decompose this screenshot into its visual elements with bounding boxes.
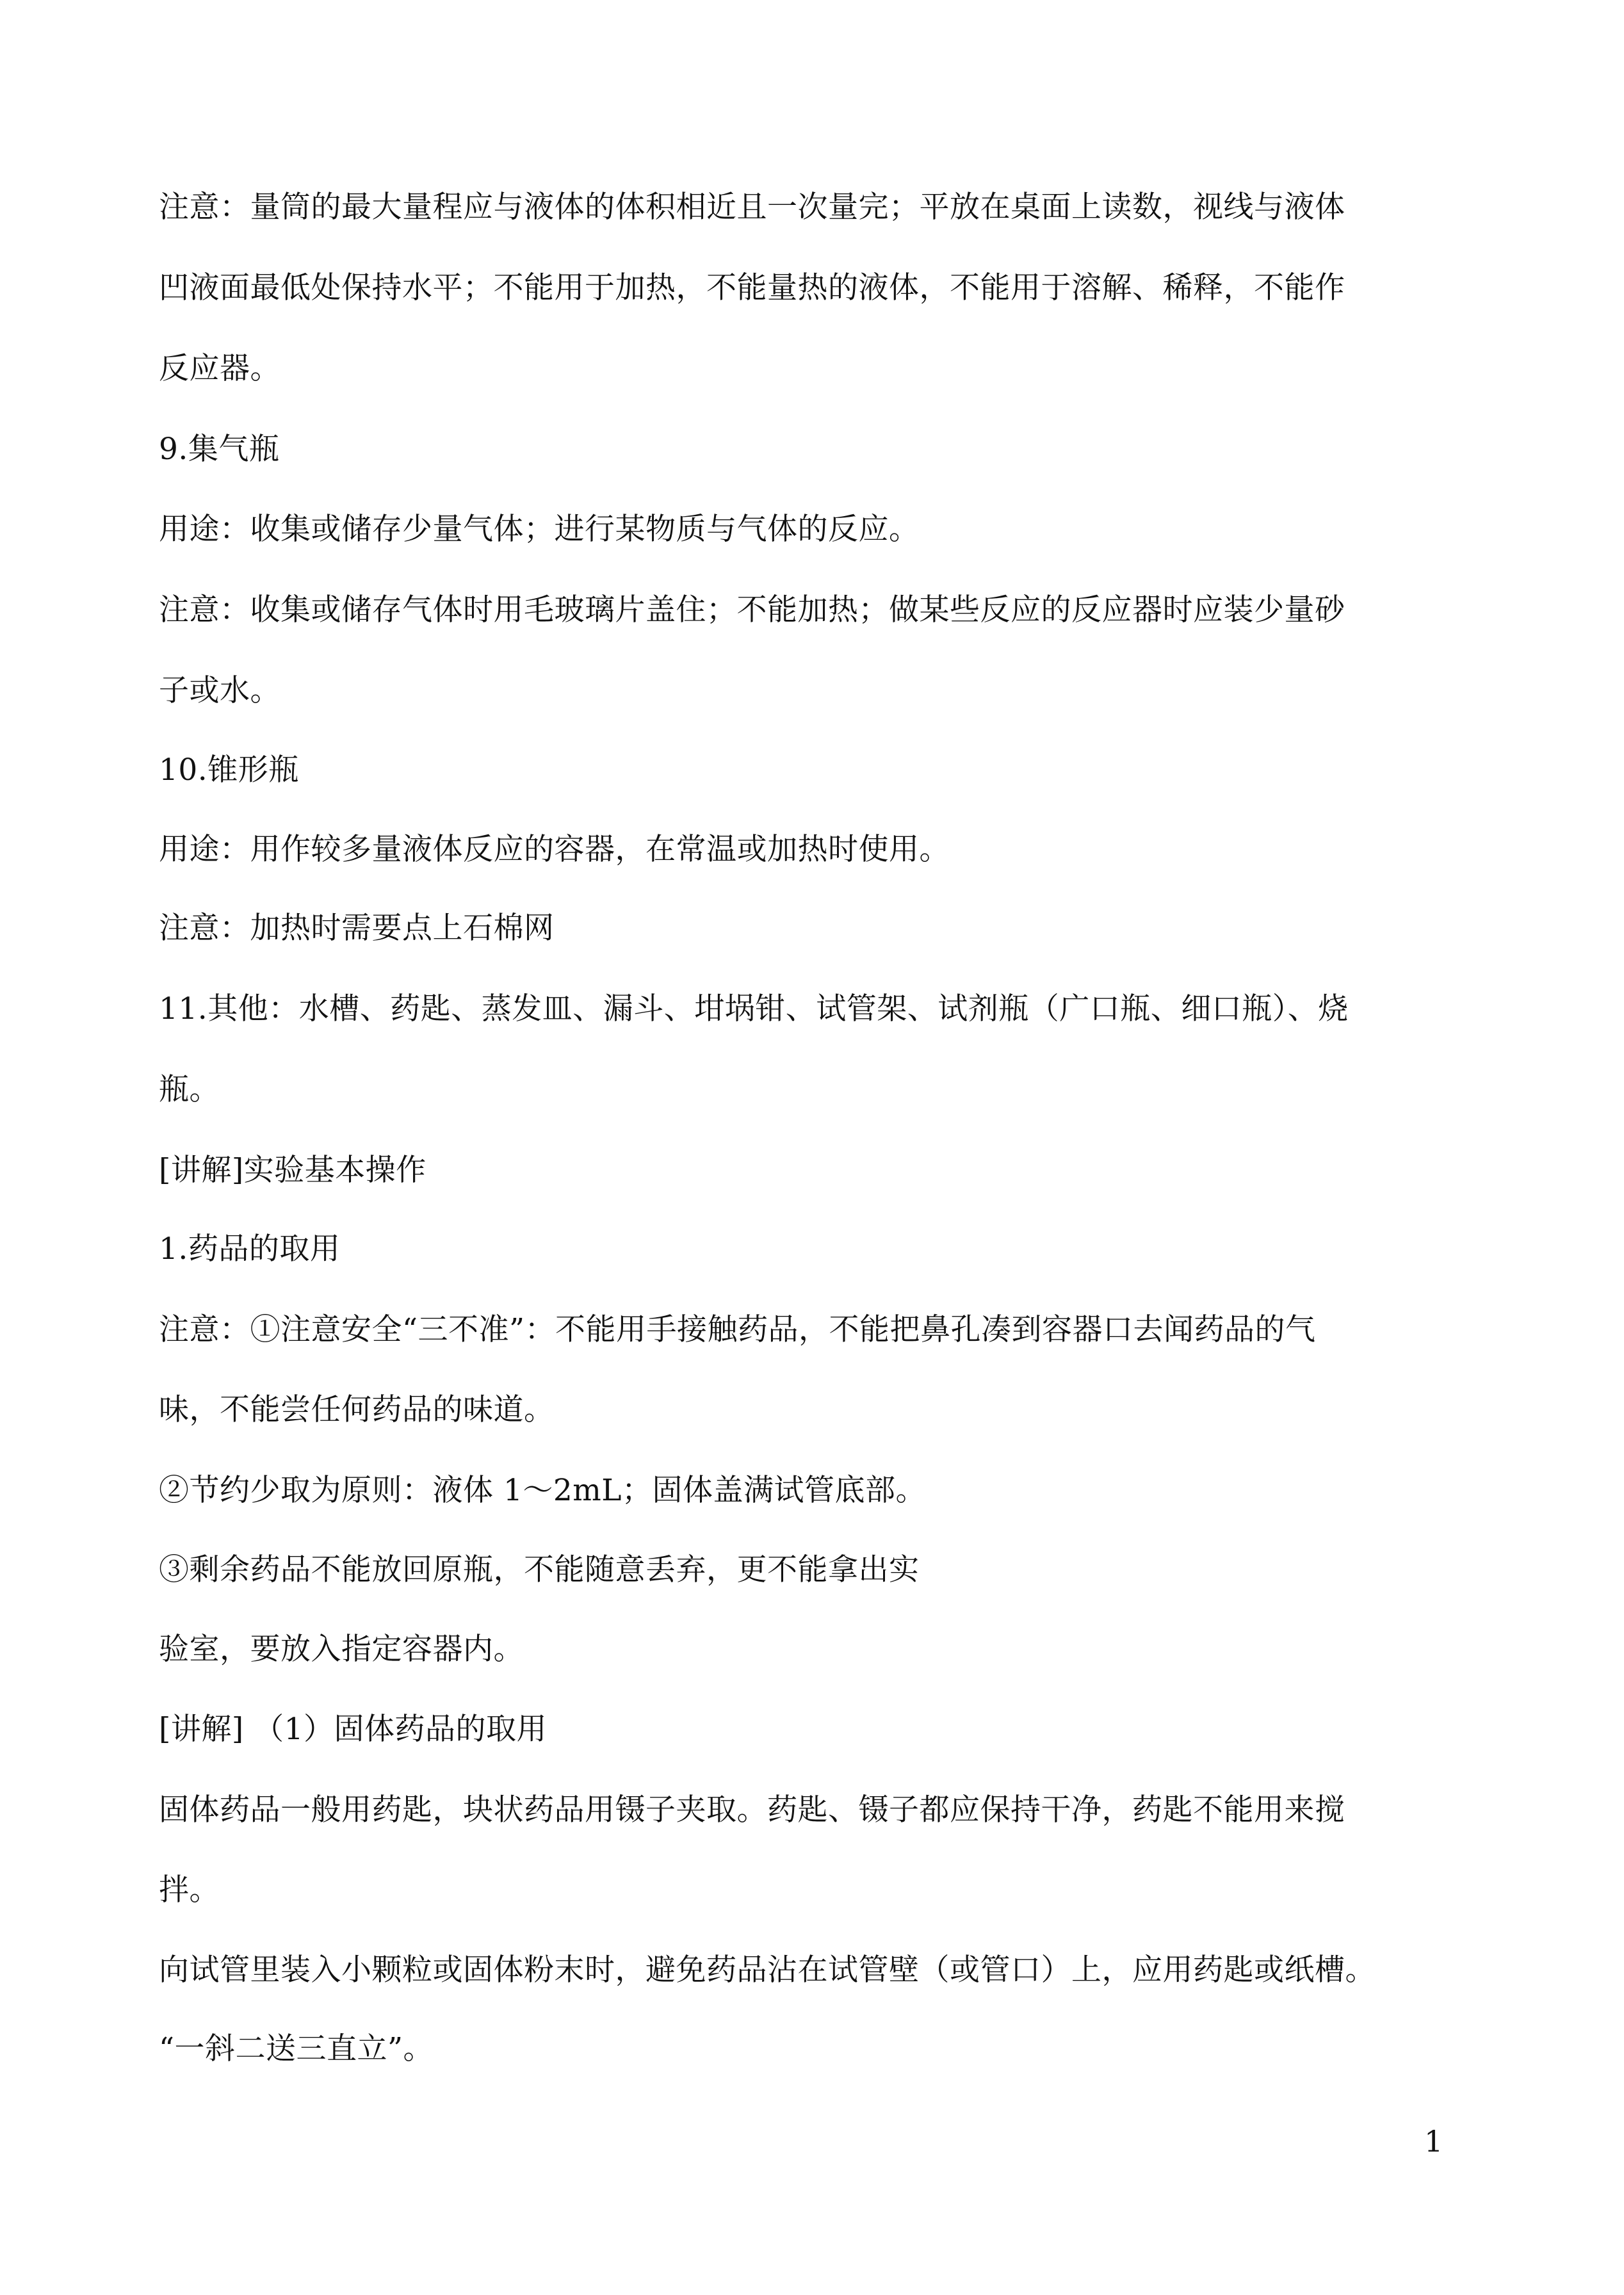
text-line: 向试管里装入小颗粒或固体粉末时，避免药品沾在试管壁（或管口）上，应用药匙或纸槽。 <box>159 1952 1376 1988</box>
text-line: 用途：用作较多量液体反应的容器，在常温或加热时使用。 <box>159 832 950 867</box>
text-line: 用途：收集或储存少量气体；进行某物质与气体的反应。 <box>159 512 920 547</box>
section-heading: [讲解]实验基本操作 <box>159 1153 426 1188</box>
text-line: 味，不能尝任何药品的味道。 <box>159 1392 555 1427</box>
text-line: “一斜二送三直立”。 <box>159 2031 434 2066</box>
text-line: 验室，要放入指定容器内。 <box>159 1632 524 1667</box>
text-line: 注意：收集或储存气体时用毛玻璃片盖住；不能加热；做某些反应的反应器时应装少量砂 <box>159 592 1345 628</box>
text-line: 注意：加热时需要点上石棉网 <box>159 911 555 946</box>
text-line: 注意：①注意安全“三不准”：不能用手接触药品，不能把鼻孔凑到容器口去闻药品的气 <box>159 1312 1316 1347</box>
text-line: 凹液面最低处保持水平；不能用于加热，不能量热的液体，不能用于溶解、稀释，不能作 <box>159 270 1345 305</box>
text-line: ②节约少取为原则：液体 1～2mL；固体盖满试管底部。 <box>159 1473 927 1508</box>
text-line: 固体药品一般用药匙，块状药品用镊子夹取。药匙、镊子都应保持干净，药匙不能用来搅 <box>159 1792 1345 1828</box>
text-line: 子或水。 <box>159 673 280 708</box>
section-heading: [讲解] （1）固体药品的取用 <box>159 1712 548 1747</box>
page-number: 1 <box>1424 2124 1443 2159</box>
section-heading: 9.集气瓶 <box>159 432 280 467</box>
text-line: 反应器。 <box>159 351 280 386</box>
text-line: ③剩余药品不能放回原瓶，不能随意丢弃，更不能拿出实 <box>159 1552 920 1587</box>
text-line: 11.其他：水槽、药匙、蒸发皿、漏斗、坩埚钳、试管架、试剂瓶（广口瓶、细口瓶）、烧 <box>159 991 1349 1026</box>
section-heading: 10.锥形瓶 <box>159 752 299 788</box>
section-heading: 1.药品的取用 <box>159 1231 341 1267</box>
text-line: 拌。 <box>159 1872 220 1908</box>
text-line: 注意：量筒的最大量程应与液体的体积相近且一次量完；平放在桌面上读数，视线与液体 <box>159 190 1345 225</box>
text-line: 瓶。 <box>159 1072 220 1107</box>
